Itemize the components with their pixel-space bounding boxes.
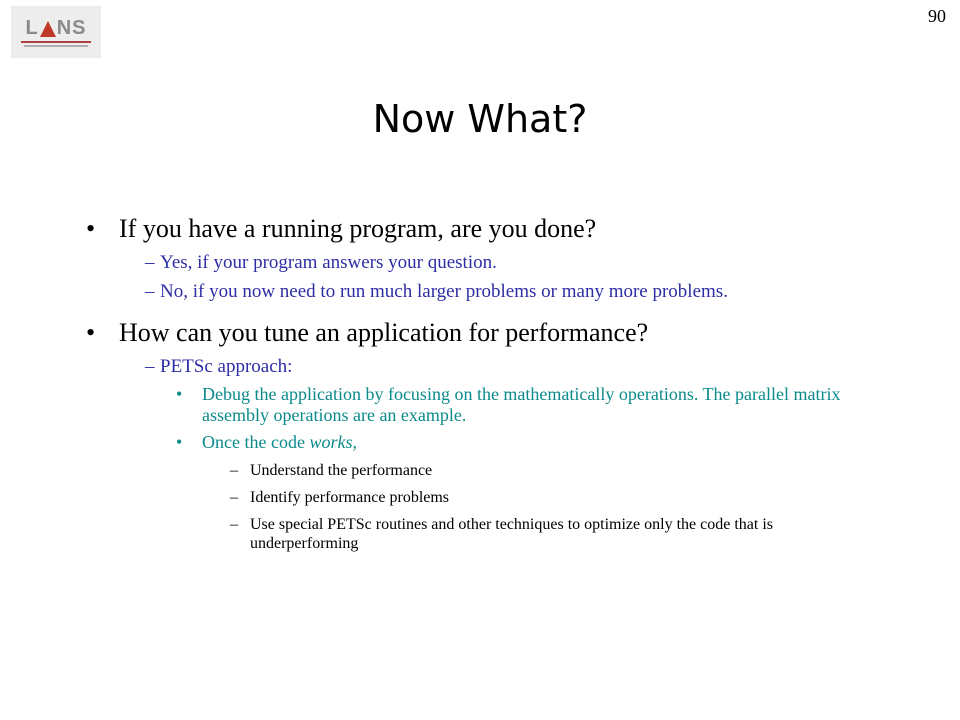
sub-bullet-yes xyxy=(78,251,878,274)
logo-subline xyxy=(24,45,88,47)
sub-bullet-text: PETSc approach: xyxy=(160,356,293,377)
sub-bullet-petsc-approach xyxy=(78,355,878,378)
logo-letter-l: L xyxy=(25,16,39,39)
dash-marker: – xyxy=(145,281,155,302)
petsc-point-tail: , xyxy=(352,432,357,452)
bullet-marker: • xyxy=(86,318,96,347)
bullet-tune-application xyxy=(78,317,878,349)
step-optimize xyxy=(78,515,878,553)
dash-marker: – xyxy=(145,252,155,273)
logo-triangle-icon xyxy=(40,21,56,37)
dash-marker: – xyxy=(230,489,238,506)
bullet-marker: • xyxy=(176,432,183,452)
slide-title: Now What? xyxy=(372,97,588,141)
petsc-point-text: Debug the application by focusing on the mathematically operations. The parallel matrix assembly operations are an example. xyxy=(202,384,841,425)
bullet-text: If you have a running program, are you done? xyxy=(119,214,597,243)
bullet-marker: • xyxy=(86,214,96,243)
dash-marker: – xyxy=(230,516,238,533)
sub-bullet-no xyxy=(78,280,878,303)
step-text: Understand the performance xyxy=(250,462,433,479)
page-number: 90 xyxy=(928,6,946,26)
step-understand xyxy=(78,461,878,480)
logo-letters-ns: NS xyxy=(56,16,87,39)
slide-body xyxy=(78,213,878,553)
dash-marker: – xyxy=(145,356,155,377)
dash-marker: – xyxy=(230,462,238,479)
step-text: Identify performance problems xyxy=(250,489,450,506)
sub-bullet-text: Yes, if your program answers your question. xyxy=(160,252,497,273)
bullet-text: How can you tune an application for performance? xyxy=(119,318,649,347)
petsc-point-emphasis: works xyxy=(309,432,353,452)
petsc-point-debug xyxy=(78,384,878,426)
lans-logo xyxy=(11,6,101,58)
bullet-running-program xyxy=(78,213,878,245)
petsc-point-once-works xyxy=(78,432,878,453)
bullet-marker: • xyxy=(176,384,183,404)
sub-bullet-text: No, if you now need to run much larger problems or many more problems. xyxy=(160,281,728,302)
logo-wordmark xyxy=(25,18,86,38)
logo-rule xyxy=(21,41,91,43)
petsc-point-text: Once the code xyxy=(202,432,310,452)
step-text: Use special PETSc routines and other techniques to optimize only the code that is underperforming xyxy=(250,516,773,552)
step-identify xyxy=(78,488,878,507)
